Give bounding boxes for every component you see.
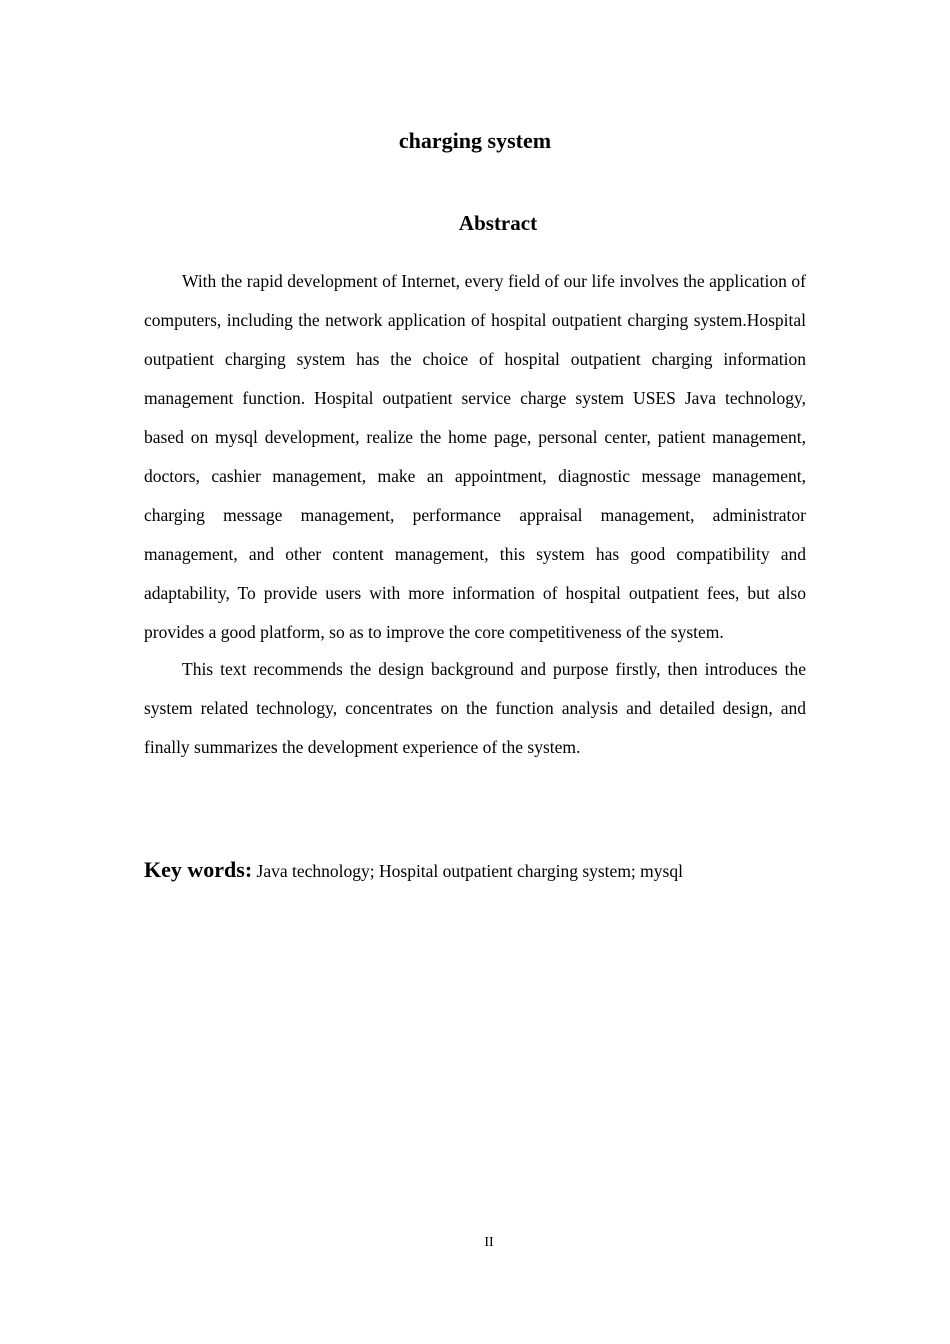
keywords-label: Key words: bbox=[144, 857, 253, 882]
keywords-line bbox=[144, 853, 806, 888]
abstract-body bbox=[144, 262, 806, 767]
document-title: charging system bbox=[398, 128, 552, 153]
abstract-heading: Abstract bbox=[458, 211, 538, 235]
page-number: II bbox=[484, 1235, 494, 1250]
keywords-text: Java technology; Hospital outpatient charging system; mysql bbox=[256, 861, 683, 881]
abstract-paragraph-1: With the rapid development of Internet, every field of our life involves the application of computers, including the network application of hospital outpatient charging system.Hospital outpatient charging system has the choice of hospital outpatient charging information management function. Hospital outpatient service charge system USES Java technology, based on mysql development, realize the home page, personal center, patient management, doctors, cashier management, make an appointment, diagnostic message management, charging message management, performance appraisal management, administrator management, and other content management, this system has good compatibility and adaptability, To provide users with more information of hospital outpatient fees, but also provides a good platform, so as to improve the core competitiveness of the system. bbox=[144, 271, 806, 642]
abstract-paragraph-2: This text recommends the design background and purpose firstly, then introduces the system related technology, concentrates on the function analysis and detailed design, and finally summarizes the development experience of the system. bbox=[144, 659, 806, 757]
